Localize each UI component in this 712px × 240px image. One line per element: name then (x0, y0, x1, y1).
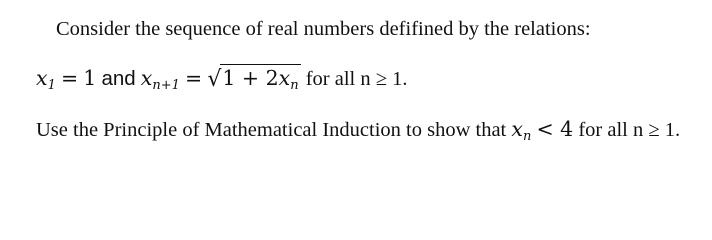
task-statement (36, 117, 680, 142)
and-word: and (101, 67, 136, 90)
bound-inequality: < 4 (536, 117, 574, 141)
equals-sign-2: = (185, 66, 203, 90)
radicand-x: x (278, 66, 291, 90)
radical-icon: √ (207, 67, 222, 92)
subscript-n-plus-1: n+1 (152, 78, 180, 93)
radicand (220, 64, 300, 93)
intro-text: Consider the sequence of real numbers defifined by the relations: (56, 18, 591, 40)
square-root (207, 66, 300, 91)
radicand-prefix: 1 + 2 (222, 66, 279, 90)
task-condition: for all n ≥ 1. (578, 119, 681, 141)
x-variable-next: x (140, 66, 153, 90)
initial-value: 1 (83, 66, 97, 90)
subscript-1: 1 (47, 78, 56, 93)
equals-sign: = (60, 66, 79, 90)
domain-condition: for all n ≥ 1. (305, 68, 408, 90)
sequence-definition (36, 66, 408, 91)
task-text: Use the Principle of Mathematical Induction to show that (36, 119, 507, 141)
x-variable: x (36, 66, 48, 90)
x-n-variable: x (511, 117, 523, 141)
problem-intro (56, 17, 591, 41)
x-n-subscript: n (522, 129, 532, 144)
radicand-subscript: n (290, 78, 299, 93)
